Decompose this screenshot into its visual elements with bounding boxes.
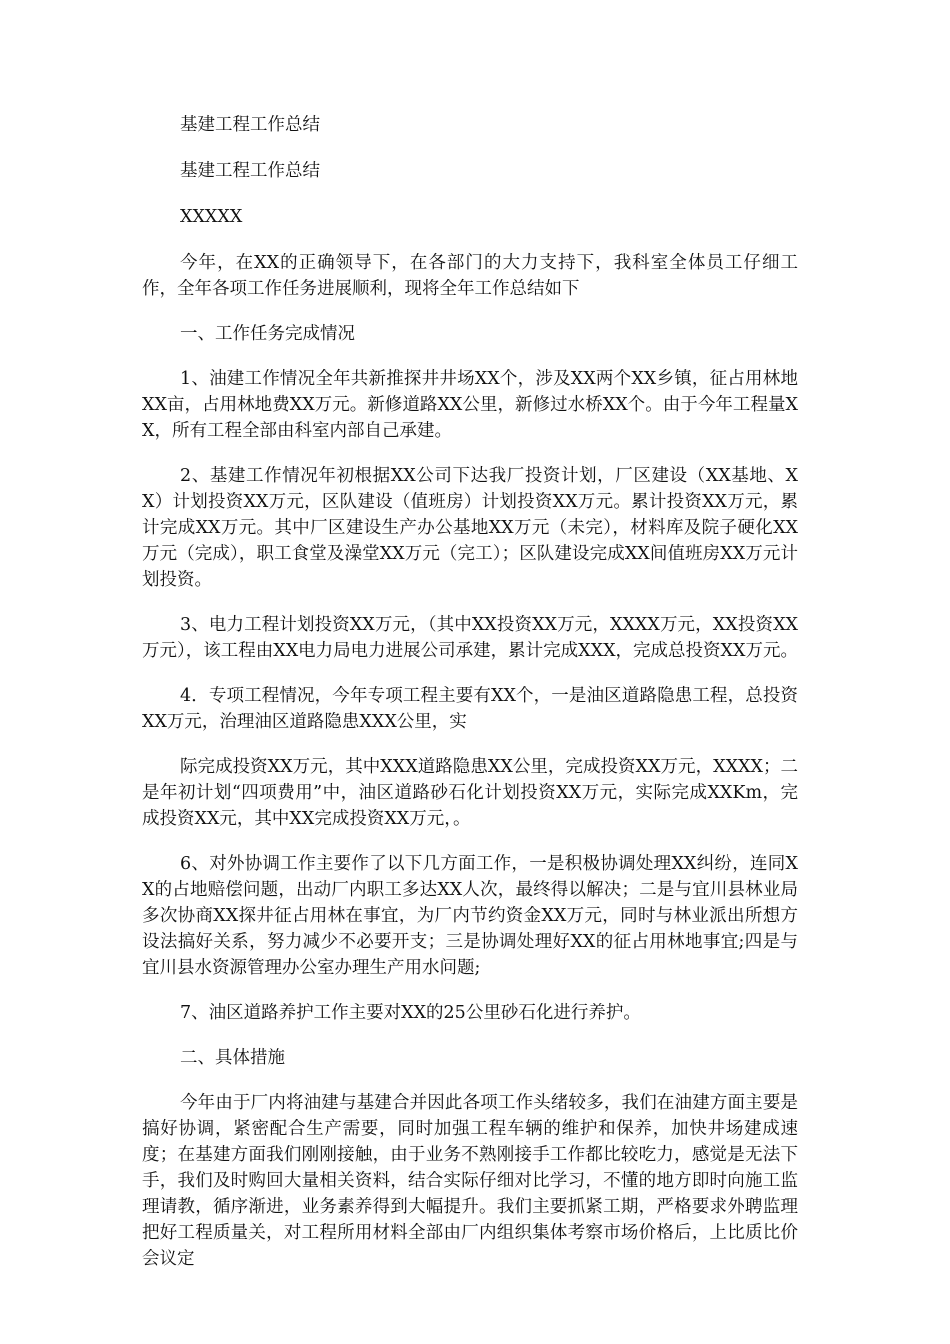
- section-heading-measures: 二、具体措施: [180, 1048, 285, 1068]
- intro-paragraph: 今年，在XX的正确领导下，在各部门的大力支持下，我科室全体员工仔细工作，全年各项工作任务进展顺利，现将全年工作总结如下: [142, 253, 798, 299]
- paragraph-measures: 今年由于厂内将油建与基建合并因此各项工作头绪较多，我们在油建方面主要是搞好协调，紧密配合生产需要，同时加强工程车辆的维护和保养，加快井场建成速度；在基建方面我们刚刚接触，由于业务不熟刚接手工作都比较吃力，感觉是无法下手，我们及时购回大量相关资料，结合实际仔细对比学习，不懂的地方即时向施工监理请教，循序渐进，业务素养得到大幅提升。我们主要抓紧工期，严格要求外聘监理把好工程质量关，对工程所用材料全部由厂内组织集体考察市场价格后，上比质比价会议定: [142, 1093, 798, 1269]
- paragraph-infrastructure: 2、基建工作情况年初根据XX公司下达我厂投资计划，厂区建设（XX基地、XX）计划投资XX万元，区队建设（值班房）计划投资XX万元。累计投资XX万元，累计完成XX万元。其中厂区建设生产办公基地XX万元（未完），材料库及院子硬化XX万元（完成），职工食堂及澡堂XX万元（完工）；区队建设完成XX间值班房XX万元计划投资。: [142, 466, 798, 590]
- paragraph-power-project: 3、电力工程计划投资XX万元，（其中XX投资XX万元，XXXX万元，XX投资XX万元），该工程由XX电力局电力进展公司承建，累计完成XXX，完成总投资XX万元。: [142, 615, 798, 661]
- document-author: XXXXX: [180, 207, 243, 227]
- document-title: 基建工程工作总结: [180, 115, 320, 135]
- document-subtitle: 基建工程工作总结: [180, 161, 320, 181]
- paragraph-external-coordination: 6、对外协调工作主要作了以下几方面工作，一是积极协调处理XX纠纷，连同XX的占地赔偿问题，出动厂内职工多达XX人次，最终得以解决；二是与宜川县林业局多次协商XX探井征占用林在事宜，为厂内节约资金XX万元，同时与林业派出所想方设法搞好关系，努力减少不必要开支；三是协调处理好XX的征占用林地事宜;四是与宜川县水资源管理办公室办理生产用水问题;: [142, 854, 798, 978]
- paragraph-special-projects-continued: 际完成投资XX万元，其中XXX道路隐患XX公里，完成投资XX万元，XXXX；二是年初计划“四项费用”中，油区道路砂石化计划投资XX万元，实际完成XXKm，完成投资XX元，其中XX完成投资XX万元，。: [142, 757, 798, 829]
- section-heading-completion: 一、工作任务完成情况: [180, 324, 355, 344]
- document-body: [142, 112, 798, 1291]
- paragraph-special-projects: 4．专项工程情况，今年专项工程主要有XX个，一是油区道路隐患工程，总投资XX万元，治理油区道路隐患XXX公里，实: [142, 686, 798, 732]
- paragraph-oil-construction: 1、油建工作情况全年共新推探井井场XX个，涉及XX两个XX乡镇，征占用林地XX亩，占用林地费XX万元。新修道路XX公里，新修过水桥XX个。由于今年工程量XX，所有工程全部由科室内部自己承建。: [142, 369, 798, 441]
- paragraph-road-maintenance: 7、油区道路养护工作主要对XX的25公里砂石化进行养护。: [180, 1003, 641, 1023]
